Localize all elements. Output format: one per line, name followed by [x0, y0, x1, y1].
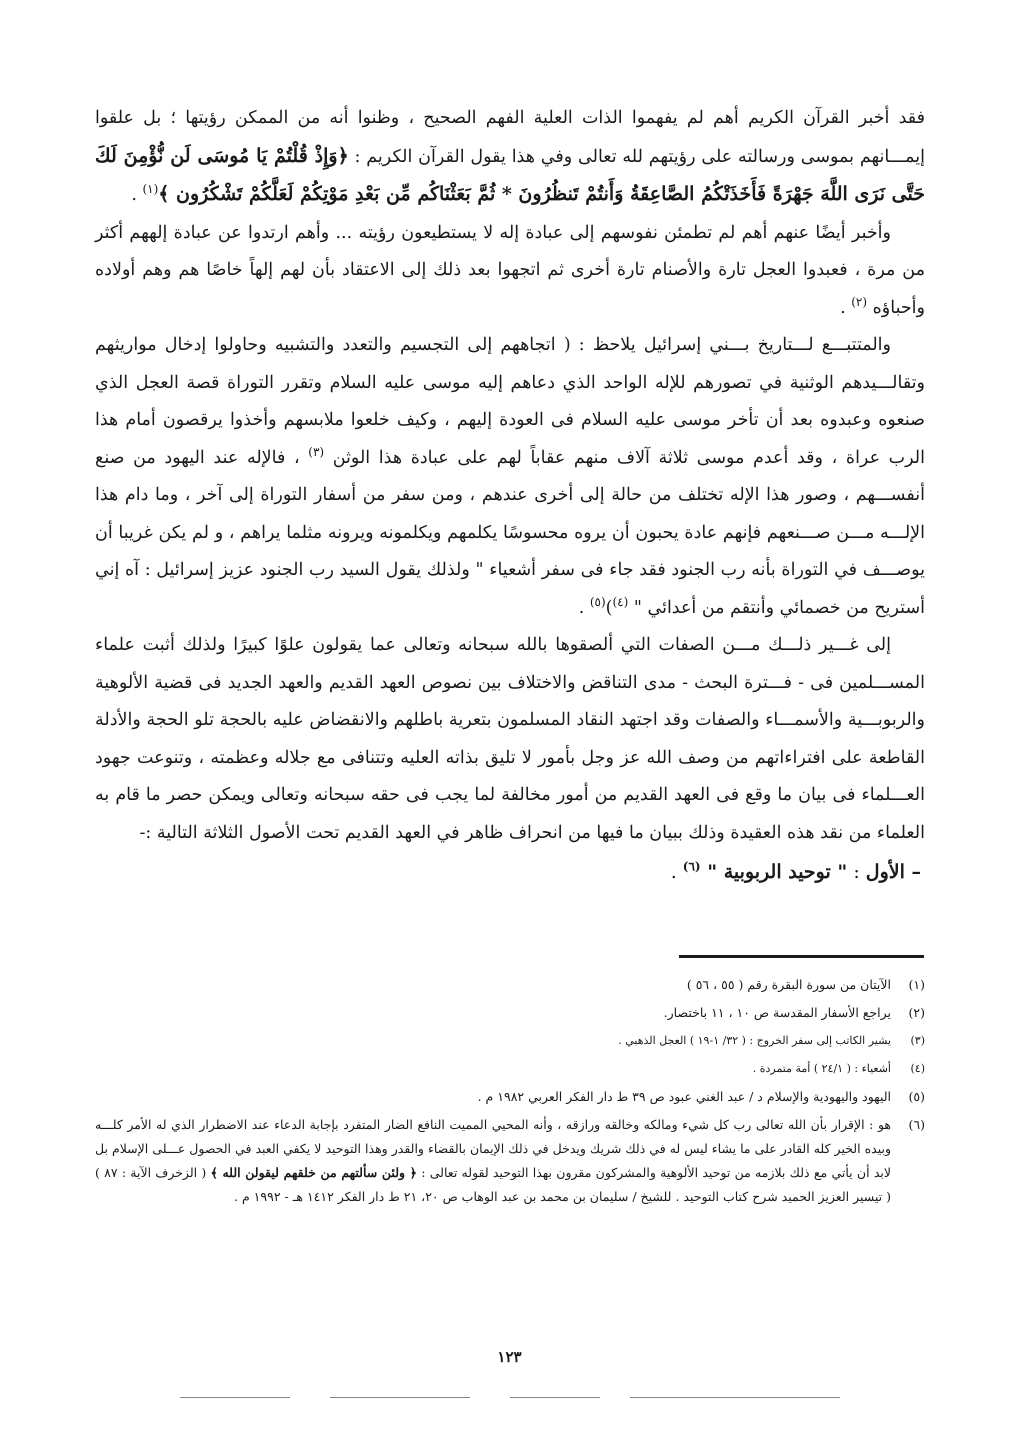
footnote-text: الآيتان من سورة البقرة رقم ( ٥٥ ، ٥٦ ) — [686, 977, 891, 992]
footnote-ref: (٢) — [851, 294, 868, 309]
paragraph-2 — [95, 215, 925, 328]
footnote-text: اليهود واليهودية والإسلام د / عبد الغني عبود ص ٣٩ ط دار الفكر العربي ١٩٨٢ م . — [477, 1089, 891, 1104]
heading-colon: : — [847, 861, 866, 883]
page-number: ١٢٣ — [497, 1348, 522, 1366]
paragraph-text: وأخبر أيضًا عنهم أهم لم تطمئن نفوسهم إلى عبادة إله لا يستطيعون رؤيته ... وأهم ارتدوا عن عبادة إلههم أكثر من مرة ، فعبدوا العجل تارة والأصنام تارة أخرى ثم اتجهوا بعد ذلك إلى الاعتقاد بأن لهم إلهاً خاصًا هم وهم أولاده وأحباؤه — [95, 222, 925, 318]
footnote-separator — [679, 955, 924, 958]
footnote-2 — [95, 1001, 925, 1025]
paragraph-text: . — [131, 185, 143, 205]
heading-title: " توحيد الربوبية " — [707, 861, 848, 883]
footnote-number: (٤) — [910, 1062, 925, 1075]
footnote-text-rest: ( الزخرف الآية : ٨٧ ) ( تيسير العزيز الحميد شرح كتاب التوحيد . للشيخ / سليمان بن محمد بن عبد الوهاب ص ٢٠، ٢١ ط دار الفكر ١٤١٢ هـ - ١٩٩٢ م . — [95, 1165, 891, 1204]
footnotes — [95, 973, 925, 1213]
footnote-number: (١) — [908, 977, 925, 992]
footnote-text: يراجع الأسفار المقدسة ص ١٠ ، ١١ باختصار. — [663, 1005, 891, 1020]
footnote-ref: (٤) — [612, 594, 629, 609]
footnote-text: هو : الإقرار بأن الله تعالى رب كل شيء ومالكه وخالقه ورازقه ، وأنه المحيي المميت النافع الضار المتفرد بإجابة الدعاء عند الاضطرار الذي له الأمر كلـــه وبيده الخير كله القادر على ما يشاء ليس له في ذلك شريك ويدخل في ذلك الإيمان بالقضاء والقدر وهذا التوحيد لا يكفي العبد في الحصول عـــلى الإسلام بل لابد أن يأتي مع ذلك بلازمه من توحيد الألوهية والمشركون مقرون بهذا التوحيد لقوله تعالى : — [95, 1117, 892, 1180]
section-heading — [95, 852, 925, 892]
main-text — [95, 100, 925, 892]
paragraph-3 — [95, 327, 925, 627]
footnote-text: أشعياء : ( ٢٤/١ ) أمة متمردة . — [752, 1062, 891, 1075]
paragraph-1 — [95, 100, 925, 215]
paragraph-text: . — [840, 297, 852, 318]
footnote-5 — [95, 1085, 925, 1109]
scan-mark — [630, 1397, 840, 1398]
footnote-4 — [95, 1057, 925, 1081]
heading-footnote-ref: (٦) — [682, 859, 701, 874]
paragraph-text: فقد أخبر القرآن الكريم أهم لم يفهموا الذات العلية الفهم الصحيح ، وظنوا أنه من الممكن رؤيتها ؛ بل علقوا إيمـــانهم بموسى ورسالته على رؤيتهم لله تعالى وفي هذا يقول القرآن الكريم : — [95, 108, 925, 167]
footnote-1 — [95, 973, 925, 997]
paragraph-text: والمتتبـــع لـــتاريخ بـــني إسرائيل يلاحظ : ( اتجاههم إلى التجسيم والتعدد والتشبيه وحاولوا إدخال مواريثهم وتقالـــيدهم الوثنية في تصورهم للإله الواحد الذي دعاهم إليه موسى عليه السلام وتقرر التوراة قصة العجل الذي صنعوه وعبدوه بعد أن تأخر موسى عليه السلام فى العودة إليهم ، وكيف خلعوا ملابسهم وأخذوا يرقصون أمام هذا الرب عراة ، وقد أعدم موسى ثلاثة آلاف منهم عقاباً لهم على عبادة هذا الوثن — [95, 335, 925, 468]
footnote-text: يشير الكاتب إلى سفر الخروج : ( ٣٢/ ١-١٩ ) العجل الذهبي . — [618, 1034, 891, 1047]
footnote-number: (٦) — [908, 1117, 926, 1132]
heading-label: – الأول — [865, 861, 921, 883]
heading-end: . — [670, 861, 683, 883]
scan-mark — [180, 1397, 290, 1398]
scan-mark — [510, 1397, 600, 1398]
footnote-ref: (١) — [142, 182, 159, 197]
paragraph-4 — [95, 627, 925, 852]
paragraph-text: . — [578, 597, 590, 618]
footnote-6 — [95, 1113, 925, 1209]
footnote-number: (٢) — [908, 1005, 925, 1020]
paragraph-text: ، فالإله عند اليهود من صنع أنفســـهم ، وصور هذا الإله تختلف من حالة إلى أخرى عندهم ، ومن سفر من أسفار التوراة إلى آخر ، وما دام هذا الإلـــه مـــن صـــنعهم فإنهم عادة يحبون أن يروه محسوسًا يكلمهم ويكلمونه ويرونه مثلما يراهم ، و لم يكن غريبا أن يوصـــف في التوراة بأنه رب الجنود فقد جاء فى سفر أشعياء " ولذلك يقول السيد رب الجنود عزيز إسرائيل : آه إني أستريح من خصمائي وأنتقم من أعدائي " — [95, 447, 925, 618]
footnote-ref: (٣) — [308, 444, 325, 459]
footnote-number: (٥) — [908, 1089, 925, 1104]
paragraph-text: ) — [605, 597, 613, 618]
footnote-ref: (٥) — [589, 594, 606, 609]
quran-verse: ﴿وَإِذْ قُلْتُمْ يَا مُوسَى لَن نُّؤْمِنَ لَكَ حَتَّى نَرَى اللَّهَ جَهْرَةً فَأَخَذَتْكُمُ الصَّاعِقَةُ وَأَنتُمْ تَنظُرُونَ * ثُمَّ بَعَثْنَاكُم مِّن بَعْدِ مَوْتِكُمْ لَعَلَّكُمْ تَشْكُرُون ﴾ — [95, 144, 925, 205]
footnote-3 — [95, 1029, 925, 1053]
paragraph-text: إلى غـــير ذلـــك مـــن الصفات التي ألصقوها بالله سبحانه وتعالى عما يقولون علوًا كبيرًا ولذلك أثبت علماء المســـلمين فى - فـــترة البحث - مدى التناقض والاختلاف بين نصوص العهد القديم والعهد الجديد فى قضية الألوهية والربوبـــية والأسمـــاء والصفات وقد اجتهد النقاد المسلمون بتعرية باطلهم والانقضاض عليه بالحجة تلو الحجة والأدلة القاطعة على افتراءاتهم من وصف الله عز وجل بأمور لا تليق بذاته العليه وتتنافى مع جلاله وعظمته ، وتنوعت جهود العـــلماء فى بيان ما وقع فى العهد القديم من أمور مخالفة لما يجب فى حقه سبحانه وتعالى ويمكن حصر ما قام به العلماء من نقد هذه العقيدة وذلك ببيان ما فيها من انحراف ظاهر في العهد القديم تحت الأصول الثلاثة التالية :- — [95, 635, 925, 843]
footnote-number: (٣) — [910, 1034, 925, 1047]
footnote-quran-quote: ﴿ ولئن سألتهم من خلقهم ليقولن الله ﴾ — [210, 1165, 418, 1180]
scan-mark — [330, 1397, 470, 1398]
scan-bottom-marks — [180, 1397, 860, 1401]
